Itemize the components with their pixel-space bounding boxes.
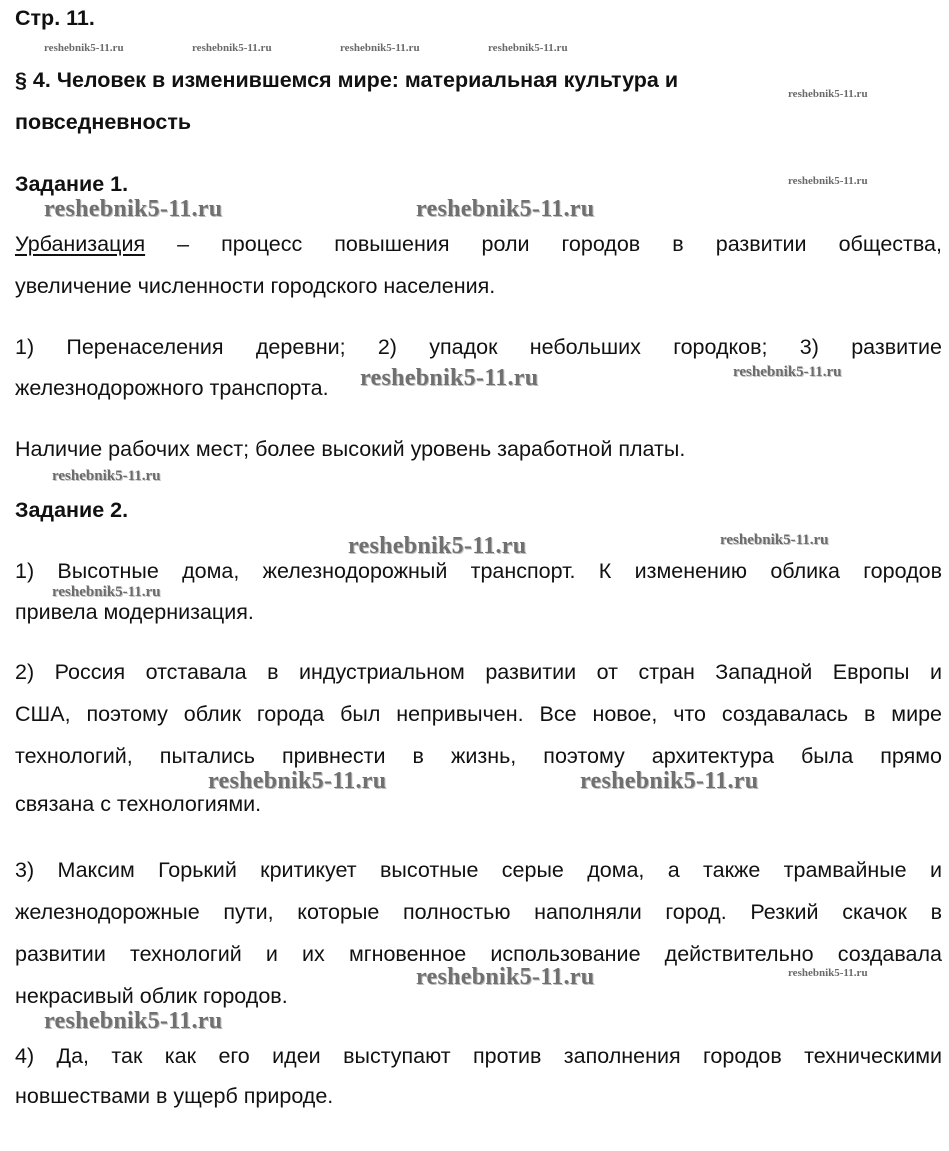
section-title-line-1: § 4. Человек в изменившемся мире: материальная культура и <box>15 68 679 92</box>
watermark: reshebnik5-11.ru <box>340 42 420 54</box>
watermark: reshebnik5-11.ru <box>44 196 223 222</box>
term-urbanization: Урбанизация <box>15 232 146 256</box>
watermark: reshebnik5-11.ru <box>488 42 568 54</box>
task-2-answer-2-line-2: США, поэтому облик города был непривычен. Все новое, что создавалась в мире <box>15 702 942 726</box>
task-2-answer-3-line-4: некрасивый облик городов. <box>15 984 288 1008</box>
task-2-answer-3-line-2: железнодорожные пути, которые полностью наполняли город. Резкий скачок в <box>15 900 942 924</box>
task-1-definition-line-2: увеличение численности городского населения. <box>15 274 496 298</box>
watermark: reshebnik5-11.ru <box>720 532 829 548</box>
task-2-answer-1-line-1: 1) Высотные дома, железнодорожный транспорт. К изменению облика городов <box>15 559 942 583</box>
watermark: reshebnik5-11.ru <box>733 364 842 380</box>
task-2-answer-4-line-1: 4) Да, так как его идеи выступают против заполнения городов техническими <box>15 1044 942 1068</box>
task-2-answer-2-line-3: технологий, пытались привнести в жизнь, поэтому архитектура была прямо <box>15 744 942 768</box>
watermark: reshebnik5-11.ru <box>52 468 161 484</box>
watermark: reshebnik5-11.ru <box>52 584 161 600</box>
watermark: reshebnik5-11.ru <box>416 196 595 222</box>
watermark: reshebnik5-11.ru <box>580 768 759 794</box>
watermark: reshebnik5-11.ru <box>192 42 272 54</box>
watermark: reshebnik5-11.ru <box>44 1008 223 1034</box>
watermark: reshebnik5-11.ru <box>788 175 868 187</box>
watermark: reshebnik5-11.ru <box>788 88 868 100</box>
section-title-line-2: повседневность <box>15 110 192 134</box>
task-1-answer-3: Наличие рабочих мест; более высокий уровень заработной платы. <box>15 437 686 461</box>
task-1-heading: Задание 1. <box>15 172 129 196</box>
watermark: reshebnik5-11.ru <box>348 533 527 559</box>
watermark: reshebnik5-11.ru <box>360 365 539 391</box>
task-2-answer-2-line-1: 2) Россия отставала в индустриальном развитии от стран Западной Европы и <box>15 660 942 684</box>
task-2-answer-2-line-4: связана с технологиями. <box>15 792 262 816</box>
page-number: Стр. 11. <box>15 6 95 30</box>
task-2-heading: Задание 2. <box>15 498 129 522</box>
task-1-answer-2-line-1: 1) Перенаселения деревни; 2) упадок небольших городков; 3) развитие <box>15 335 942 359</box>
task-1-definition-line-1 <box>15 232 942 257</box>
watermark: reshebnik5-11.ru <box>788 967 868 979</box>
task-2-answer-1-line-2: привела модернизация. <box>15 600 254 624</box>
task-1-answer-2-line-2: железнодорожного транспорта. <box>15 376 329 400</box>
watermark: reshebnik5-11.ru <box>416 964 595 990</box>
definition-text: – процесс повышения роли городов в развитии общества, <box>145 232 942 256</box>
watermark: reshebnik5-11.ru <box>44 42 124 54</box>
watermark: reshebnik5-11.ru <box>208 768 387 794</box>
task-2-answer-4-line-2: новшествами в ущерб природе. <box>15 1084 334 1108</box>
task-2-answer-3-line-1: 3) Максим Горький критикует высотные серые дома, а также трамвайные и <box>15 858 942 882</box>
task-2-answer-3-line-3: развитии технологий и их мгновенное использование действительно создавала <box>15 942 942 966</box>
